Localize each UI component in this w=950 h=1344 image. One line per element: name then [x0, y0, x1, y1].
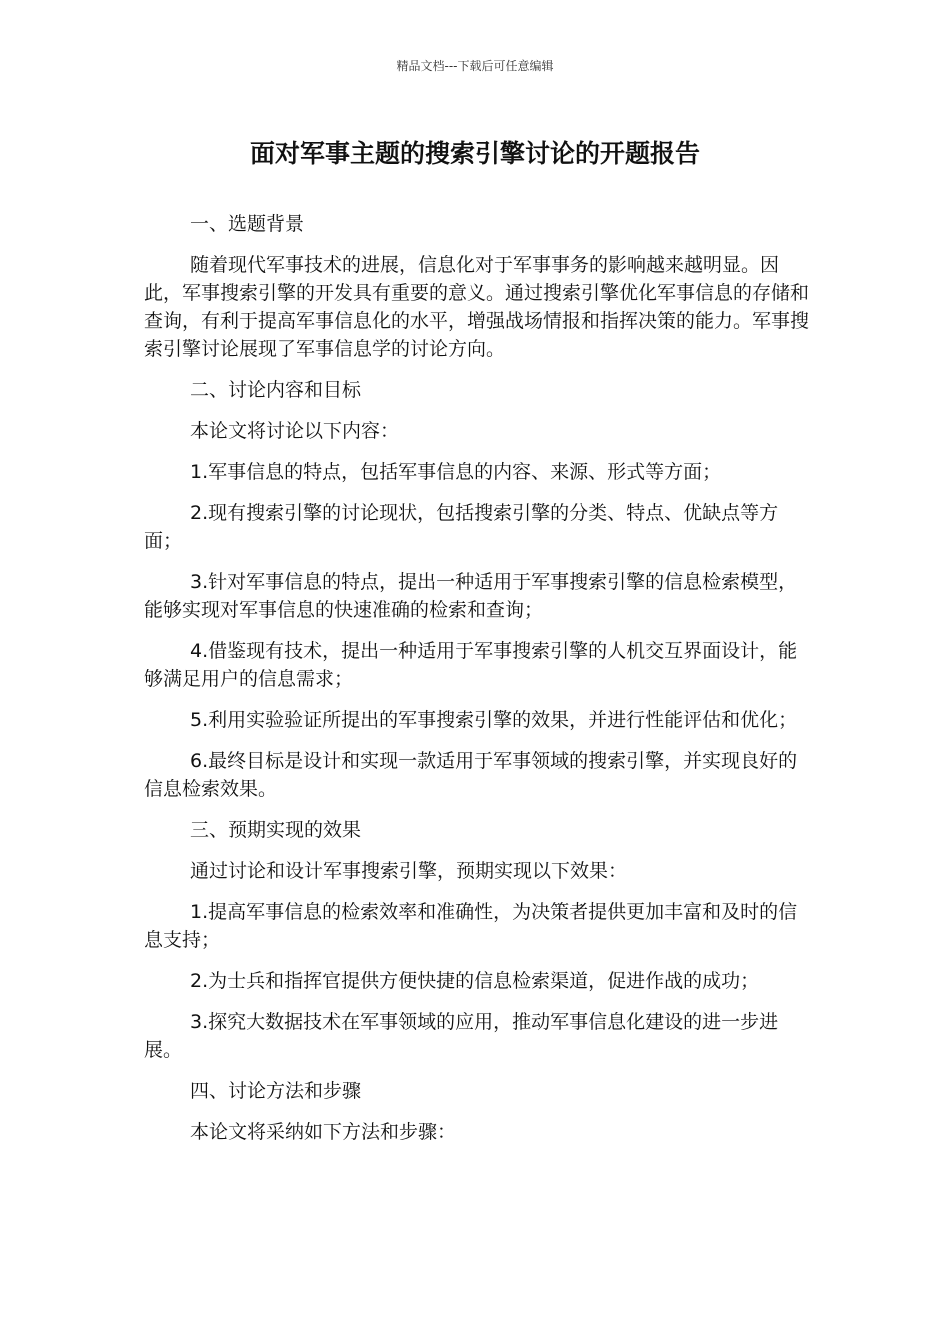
- paragraph-content-intro: 本论文将讨论以下内容：: [190, 420, 400, 442]
- list-item-content-6: 6.最终目标是设计和实现一款适用于军事领域的搜索引擎，并实现良好的信息检索效果。: [144, 750, 798, 800]
- document-title: 面对军事主题的搜索引擎讨论的开题报告: [249, 139, 700, 168]
- list-item-effect-1: 1.提高军事信息的检索效率和准确性，为决策者提供更加丰富和及时的信息支持；: [144, 901, 798, 951]
- paragraph-methods-intro: 本论文将采纳如下方法和步骤：: [190, 1121, 457, 1143]
- section-heading-background: 一、选题背景: [190, 213, 305, 235]
- paragraph-effects-intro: 通过讨论和设计军事搜索引擎，预期实现以下效果：: [190, 860, 628, 882]
- list-item-content-1: 1.军事信息的特点，包括军事信息的内容、来源、形式等方面；: [190, 461, 722, 483]
- list-item-content-3: 3.针对军事信息的特点，提出一种适用于军事搜索引擎的信息检索模型，能够实现对军事信息的快速准确的检索和查询；: [144, 571, 798, 621]
- list-item-content-2: 2.现有搜索引擎的讨论现状，包括搜索引擎的分类、特点、优缺点等方面；: [144, 502, 779, 552]
- list-item-content-4: 4.借鉴现有技术，提出一种适用于军事搜索引擎的人机交互界面设计，能够满足用户的信息需求；: [144, 640, 798, 690]
- paragraph-background: 随着现代军事技术的进展，信息化对于军事事务的影响越来越明显。因此，军事搜索引擎的开发具有重要的意义。通过搜索引擎优化军事信息的存储和查询，有利于提高军事信息化的水平，增强战场情报和指挥决策的能力。军事搜索引擎讨论展现了军事信息学的讨论方向。: [144, 254, 810, 360]
- list-item-effect-3: 3.探究大数据技术在军事领域的应用，推动军事信息化建设的进一步进展。: [144, 1011, 779, 1061]
- section-heading-content-goals: 二、讨论内容和目标: [190, 379, 362, 401]
- section-heading-methods: 四、讨论方法和步骤: [190, 1080, 362, 1102]
- section-heading-expected-effects: 三、预期实现的效果: [190, 819, 362, 841]
- list-item-content-5: 5.利用实验验证所提出的军事搜索引擎的效果，并进行性能评估和优化；: [190, 709, 798, 731]
- document-body: [144, 210, 812, 1159]
- list-item-effect-2: 2.为士兵和指挥官提供方便快捷的信息检索渠道，促进作战的成功；: [190, 970, 760, 992]
- header-note: 精品文档---下载后可任意编辑: [396, 59, 554, 73]
